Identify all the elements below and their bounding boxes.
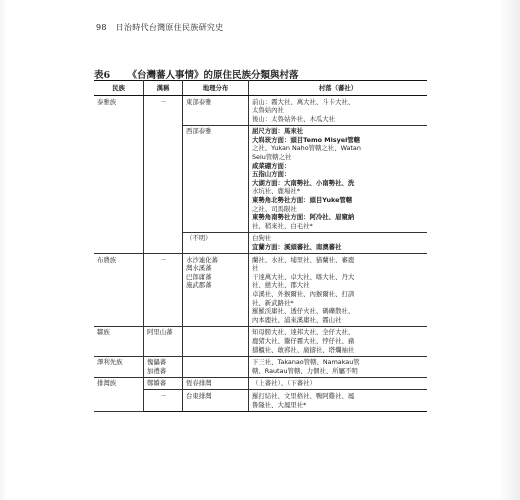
- page-number: 98: [96, 23, 107, 32]
- village-line: 五指山方面：: [252, 170, 291, 179]
- region-cell: 台東排灣: [183, 390, 249, 411]
- han-name-cell: －: [144, 390, 183, 411]
- table-row: [94, 96, 427, 126]
- table-row: [94, 326, 427, 356]
- village-line: 大嵙崁方面：頭目Temo Misyel管轄: [252, 135, 361, 144]
- village-line: 後山：太魯姑外社、木瓜大社: [252, 114, 336, 123]
- village-line: 社、新武路社*: [252, 298, 294, 307]
- people-cell: 排灣族: [94, 377, 144, 411]
- villages-cell: [249, 377, 428, 390]
- region-line: 灣水溪蕃: [186, 264, 212, 273]
- village-line: 蘭社、水社、埔里社、猫蘭社、審鹿: [252, 255, 355, 264]
- village-line: 羅羅渓庸社、透仔火社、碼礫散社、: [252, 307, 355, 316]
- table-body: [94, 96, 427, 412]
- village-line: 東勢角南勢社方面：阿冷社、眉窺納: [252, 213, 355, 222]
- table-row: [94, 254, 427, 327]
- village-line: 太魯姑內社: [252, 106, 284, 115]
- village-line: 之社、Yukan Naho管轄之社、Watan: [252, 144, 361, 153]
- village-line: 社、稍來社、白毛社*: [252, 221, 313, 230]
- region-cell: [183, 356, 249, 377]
- han-name-cell: 阿里山蕃: [144, 326, 183, 356]
- villages-cell: [249, 96, 428, 126]
- table-header-row: [94, 81, 427, 96]
- village-line: 下三社、Takanao管轄、Namakau管: [252, 358, 360, 367]
- running-title: 日治時代台灣原住民族研究史: [115, 23, 224, 32]
- table-row: [94, 356, 427, 377]
- column-header-people: 民族: [94, 81, 144, 96]
- villages-cell: [249, 326, 428, 356]
- village-line: （上蕃社）、（下蕃社）: [252, 379, 316, 388]
- han-name-line: 傀儡蕃: [147, 358, 167, 367]
- village-line: 白狗社: [252, 234, 272, 243]
- column-header-villages: 村落（蕃社）: [249, 81, 428, 96]
- village-line: 內本鹿社、浦來溪庸社、霧山社: [252, 315, 342, 324]
- table-row: [94, 390, 427, 411]
- table-row: [94, 377, 427, 390]
- villages-cell: [249, 390, 428, 411]
- region-cell: 西部泰雅: [183, 125, 249, 232]
- village-line: 屈尺方面：馬來社: [252, 127, 304, 136]
- region-cell: 恆春排灣: [183, 377, 249, 390]
- people-cell: 澤利先族: [94, 356, 144, 377]
- villages-cell: [249, 125, 428, 232]
- village-line: 社: [252, 264, 259, 273]
- villages-cell: [249, 356, 428, 377]
- table-number: 表6: [94, 70, 111, 81]
- han-name-cell: 鄭嬌蕃: [144, 377, 183, 390]
- region-line: 巴郎庸蕃: [186, 272, 212, 281]
- villages-cell: [249, 232, 428, 253]
- village-line: 知母朥大社、達邦大社、全仔大社、: [252, 328, 355, 337]
- village-line: 宜蘭方面：溪頭蕃社、南澳蕃社: [252, 243, 342, 251]
- region-line: 水沙連化蕃: [186, 255, 218, 264]
- table-caption: [94, 67, 414, 81]
- village-line: 水坑社、鹿場社*: [252, 187, 300, 196]
- village-line: 咸菜硼方面：: [252, 161, 291, 170]
- people-cell: 泰雅族: [94, 96, 144, 254]
- han-name-cell: －: [144, 96, 183, 254]
- village-line: 鹿猪大社、鬻仔霧大社、悖仔社、豬: [252, 336, 355, 345]
- han-name-cell: [144, 356, 183, 377]
- village-line: 轄、Rautau管轄、力個社、所屬不明: [252, 366, 358, 375]
- village-line: 大湖方面：大南勢社、小南勢社、洗: [252, 178, 355, 187]
- village-line: 社、巒大社、郡大社: [252, 281, 310, 290]
- han-name-cell: －: [144, 254, 183, 327]
- region-cell: [183, 254, 249, 327]
- village-line: 鲁隆社、大鳳里社*: [252, 400, 307, 409]
- village-line: 之社、司馬限社: [252, 204, 297, 213]
- region-cell: 東部泰雅: [183, 96, 249, 126]
- region-cell: [183, 326, 249, 356]
- table-title: 《台灣蕃人事情》的原住民族分類與村落: [127, 70, 299, 81]
- people-cell: 鄒族: [94, 326, 144, 356]
- village-line: 東勢角北勢社方面：頭目Yuke管轄: [252, 196, 353, 205]
- han-name-line: 加禮蕃: [147, 366, 167, 375]
- village-line: 擣櫃社、敢郛社、廣擣社、塔爛袖社: [252, 345, 355, 354]
- village-line: Selu管轄之社: [252, 153, 292, 162]
- region-cell: （不明）: [183, 232, 249, 253]
- classification-table: [94, 80, 427, 412]
- village-line: 卓溪社、外猴爾社、內猴爾社、打訓: [252, 289, 355, 298]
- column-header-region: 地理分布: [183, 81, 249, 96]
- villages-cell: [249, 254, 428, 327]
- people-cell: 布農族: [94, 254, 144, 327]
- running-header: [96, 22, 396, 34]
- region-line: 施武郡蕃: [186, 281, 212, 290]
- village-line: 羅打結社、文里格社、鴨阿雞社、鳳: [252, 391, 355, 400]
- village-line: 干達萬大社、卓大社、喀大社、丹大: [252, 272, 355, 281]
- village-line: 前山：霧大社、萬大社、斗卡大社、: [252, 97, 355, 106]
- column-header-han: 漢稱: [144, 81, 183, 96]
